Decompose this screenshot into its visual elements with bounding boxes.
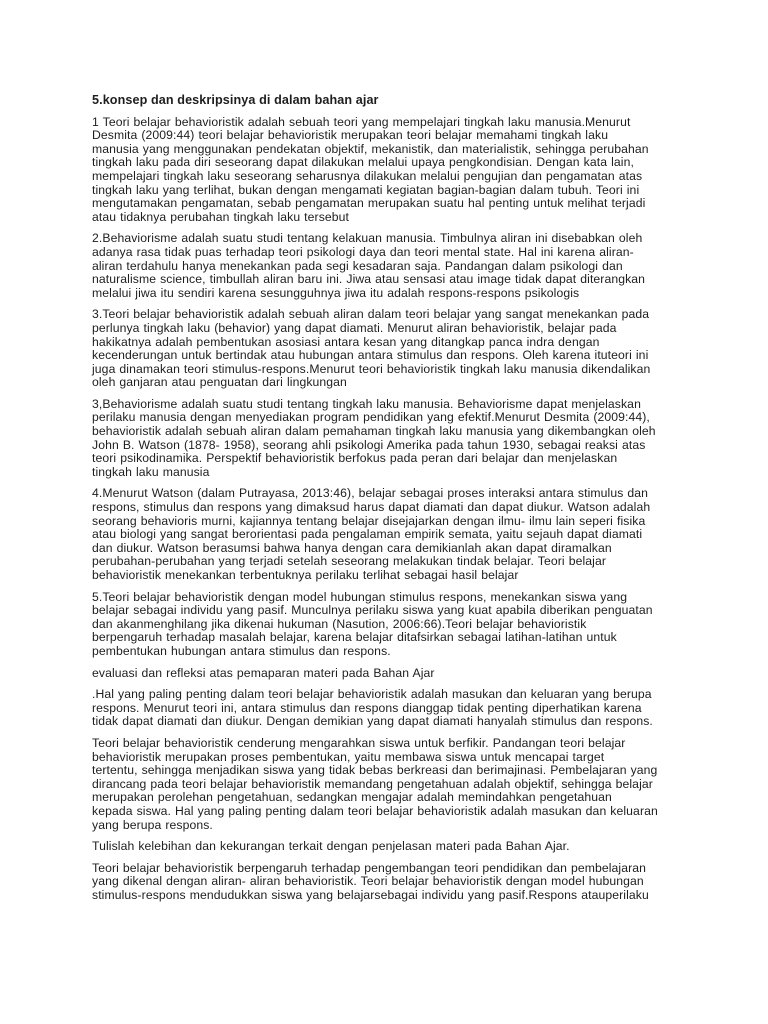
paragraph-line: .Hal yang paling penting dalam teori belajar behavioristik adalah masukan dan keluaran yang berupa — [92, 687, 652, 702]
paragraph-line: adanya rasa tidak puas terhadap teori psikologi daya dan teori mental state. Hal ini karena aliran- — [92, 244, 634, 259]
paragraph-line: Teori belajar behavioristik cenderung mengarahkan siswa untuk berfikir. Pandangan teori belajar — [92, 735, 626, 750]
paragraph — [92, 116, 692, 225]
paragraph-line: 5.Teori belajar behavioristik dengan model hubungan stimulus respons, menekankan siswa yang — [92, 589, 628, 604]
paragraph — [92, 737, 692, 832]
paragraph — [92, 398, 692, 480]
paragraph-line: perilaku manusia dengan menyediakan program pendidikan yang efektif.Menurut Desmita (2009:44), — [92, 410, 650, 425]
paragraph — [92, 667, 692, 681]
section-heading: 5.konsep dan deskripsinya di dalam bahan ajar — [92, 93, 379, 107]
paragraph-line: melalui jiwa itu sendiri karena sesungguhnya jiwa itu adalah respons-respons psikologis — [92, 285, 580, 300]
paragraph-line: seorang behavioris murni, kajiannya tentang belajar disejajarkan dengan ilmu- ilmu lain seperi fisika — [92, 513, 646, 528]
paragraph-line: stimulus-respons mendudukkan siswa yang belajarsebagai individu yang pasif.Respons atauperilaku — [92, 887, 649, 902]
paragraph-list — [92, 116, 692, 903]
paragraph-line: 1 Teori belajar behavioristik adalah sebuah teori yang mempelajari tingkah laku manusia.Menurut — [92, 114, 631, 129]
paragraph-line: tingkah laku pada diri seseorang dapat dilakukan melalui upaya pengkondisian. Dengan kata lain, — [92, 155, 634, 170]
paragraph-line: manusia yang menggunakan pendekatan objektif, mekanistik, dan materialistik, sehingga perubahan — [92, 141, 649, 156]
paragraph-line: 3,Behaviorisme adalah suatu studi tentang tingkah laku manusia. Behaviorisme dapat menjelaskan — [92, 396, 641, 411]
paragraph-line: belajar sebagai individu yang pasif. Munculnya perilaku siswa yang kuat apabila diberikan penguatan — [92, 603, 653, 618]
paragraph-line: mengutamakan pengamatan, sebab pengamatan merupakan suatu hal penting untuk melihat terjadi — [92, 196, 646, 211]
paragraph-line: behavioristik merupakan proses pembentukan, yaitu membawa siswa untuk mencapai target — [92, 749, 605, 764]
paragraph — [92, 308, 692, 390]
paragraph-line: teori psikodinamika. Perspektif behavioristik berfokus pada peran dari belajar dan menjelaskan — [92, 451, 618, 466]
paragraph — [92, 688, 692, 729]
paragraph — [92, 862, 692, 903]
paragraph-line: evaluasi dan refleksi atas pemaparan materi pada Bahan Ajar — [92, 665, 435, 680]
paragraph-line: Teori belajar behavioristik berpengaruh terhadap pengembangan teori pendidikan dan pembelajaran — [92, 860, 647, 875]
paragraph-line: Tulislah kelebihan dan kekurangan terkait dengan penjelasan materi pada Bahan Ajar. — [92, 839, 570, 854]
paragraph-line: behavioristik adalah sebuah aliran dalam pemahaman tingkah laku manusia yang dikembangkan oleh — [92, 424, 656, 439]
paragraph-line: atau tidaknya perubahan tingkah laku tersebut — [92, 209, 350, 224]
paragraph-line: dan akanmenghilang jika dikenai hukuman (Nasution, 2006:66).Teori belajar behavioristik — [92, 616, 587, 631]
paragraph-line: oleh ganjaran atau penguatan dari lingkungan — [92, 375, 347, 390]
paragraph-line: kepada siswa. Hal yang paling penting dalam teori belajar behavioristik adalah masukan dan keluaran — [92, 803, 658, 818]
paragraph-line: tertentu, sehingga menjadikan siswa yang tidak bebas berkreasi dan berimajinasi. Pembelajaran yang — [92, 763, 658, 778]
paragraph-line: juga dinamakan teori stimulus-respons.Menurut teori behavioristik tingkah laku manusia dikendalikan — [92, 361, 651, 376]
paragraph-line: 2.Behaviorisme adalah suatu studi tentang kelakuan manusia. Timbulnya aliran ini disebabkan oleh — [92, 231, 643, 246]
paragraph-line: naturalisme science, timbullah aliran baru ini. Jiwa atau sensasi atau image tidak dapat diterangkan — [92, 272, 646, 287]
paragraph-line: tingkah laku yang terlihat, bukan dengan mengamati kegiatan bagian-bagian dalam tubuh. Teori ini — [92, 182, 640, 197]
paragraph-line: tingkah laku manusia — [92, 464, 210, 479]
paragraph-line: mempelajari tingkah laku seseorang seharusnya dilakukan melalui pengujian dan pengamatan atas — [92, 168, 643, 183]
paragraph-line: perubahan-perubahan yang terjadi setelah seseorang melakukan tindak belajar. Teori belajar — [92, 554, 606, 569]
paragraph-line: 3.Teori belajar behavioristik adalah sebuah aliran dalam teori belajar yang sangat menekankan pada — [92, 307, 650, 322]
paragraph-line: Desmita (2009:44) teori belajar behavioristik merupakan teori belajar memahami tingkah laku — [92, 128, 609, 143]
paragraph-line: 4.Menurut Watson (dalam Putrayasa, 2013:46), belajar sebagai proses interaksi antara stimulus dan — [92, 486, 649, 501]
paragraph-line: respons, stimulus dan respons yang dimaksud harus dapat diamati dan dapat diukur. Watson adalah — [92, 500, 651, 515]
paragraph-line: pembentukan hubungan antara stimulus dan respons. — [92, 643, 391, 658]
paragraph — [92, 591, 692, 659]
paragraph-line: perlunya tingkah laku (behavior) yang dapat diamati. Menurut aliran behavioristik, belajar pada — [92, 320, 617, 335]
paragraph-line: merupakan perolehan pengetahuan, sedangkan mengajar adalah memindahkan pengetahuan — [92, 790, 612, 805]
document-page — [92, 94, 692, 910]
paragraph-line: atau biologi yang sangat berorientasi pada pengalaman empirik semata, yaitu sejauh dapat diamati — [92, 527, 643, 542]
paragraph-line: tidak dapat diamati dan diukur. Dengan demikian yang dapat diamati hanyalah stimulus dan respons. — [92, 714, 653, 729]
paragraph — [92, 232, 692, 300]
paragraph-line: berpengaruh terhadap masalah belajar, karena belajar ditafsirkan sebagai latihan-latihan untuk — [92, 630, 617, 645]
paragraph-line: yang berupa respons. — [92, 817, 213, 832]
paragraph-line: John B. Watson (1878- 1958), seorang ahli psikologi Amerika pada tahun 1930, sebagai reaksi atas — [92, 437, 646, 452]
paragraph-line: hakikatnya adalah pembentukan asosiasi antara kesan yang ditangkap panca indra dengan — [92, 334, 600, 349]
paragraph-line: dan diukur. Watson berasumsi bahwa hanya dengan cara demikianlah akan dapat diramalkan — [92, 540, 612, 555]
paragraph-line: kecenderungan untuk bertindak atau hubungan antara stimulus dan respons. Oleh karena ituteori ini — [92, 348, 649, 363]
paragraph-line: respons. Menurut teori ini, antara stimulus dan respons dianggap tidak penting diperhatikan karena — [92, 700, 642, 715]
paragraph — [92, 487, 692, 582]
paragraph — [92, 840, 692, 854]
paragraph-line: aliran terdahulu hanya menekankan pada segi kesadaran saja. Pandangan dalam psikologi dan — [92, 258, 623, 273]
paragraph-line: dirancang pada teori belajar behavioristik memandang pengetahuan adalah objektif, sehingga belajar — [92, 776, 653, 791]
paragraph-line: yang dikenal dengan aliran- aliran behavioristik. Teori belajar behavioristik dengan model hubungan — [92, 874, 644, 889]
paragraph-line: behavioristik menekankan terbentuknya perilaku terlihat sebagai hasil belajar — [92, 568, 519, 582]
